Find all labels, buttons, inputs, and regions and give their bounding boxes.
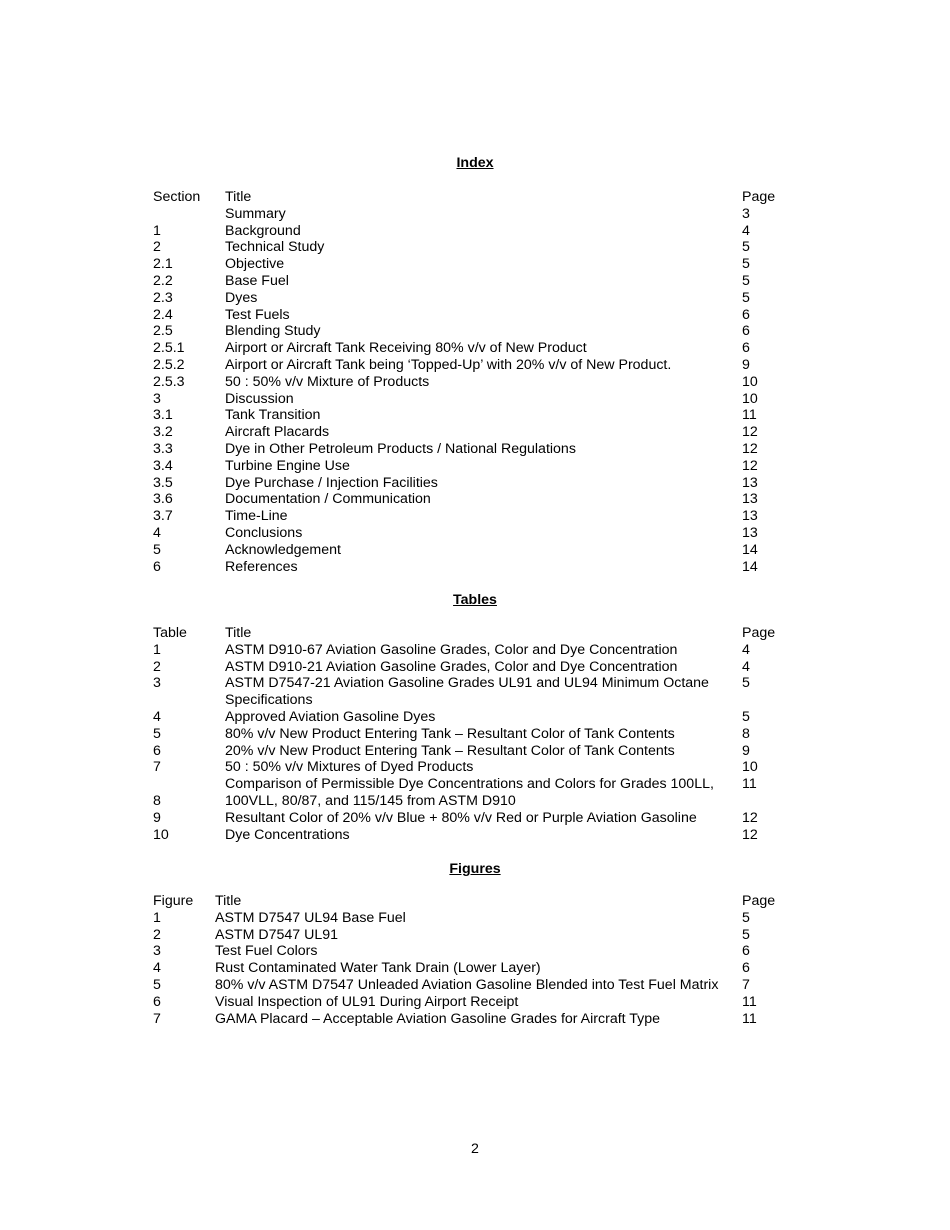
index-row-page: 6 bbox=[742, 340, 750, 357]
index-row-title: 50 : 50% v/v Mixture of Products bbox=[225, 373, 430, 390]
index-row bbox=[153, 307, 803, 324]
figures-list bbox=[153, 893, 803, 1027]
index-row-page: 12 bbox=[742, 440, 758, 457]
table-row-number: 5 bbox=[153, 725, 161, 742]
figure-row-page: 11 bbox=[742, 993, 757, 1010]
index-row-page: 5 bbox=[742, 239, 750, 256]
index-heading: Index bbox=[456, 155, 494, 171]
index-row-title: Test Fuels bbox=[225, 306, 290, 323]
index-row-title: Dye in Other Petroleum Products / National Regulations bbox=[225, 440, 576, 457]
figure-row-number: 5 bbox=[153, 976, 161, 993]
index-row bbox=[153, 223, 803, 240]
table-row-number: 8 bbox=[153, 792, 161, 809]
figure-row-title: Visual Inspection of UL91 During Airport Receipt bbox=[215, 993, 519, 1010]
index-row-title: Airport or Aircraft Tank being ‘Topped-Up’ with 20% v/v of New Product. bbox=[225, 356, 672, 373]
index-row-number: 1 bbox=[153, 222, 161, 239]
table-row-number: 7 bbox=[153, 759, 161, 776]
table-row-title: 50 : 50% v/v Mixtures of Dyed Products bbox=[225, 759, 474, 776]
index-row-title: Time-Line bbox=[225, 508, 288, 525]
figure-row-page: 6 bbox=[742, 960, 750, 977]
index-row bbox=[153, 374, 803, 391]
index-row bbox=[153, 273, 803, 290]
index-row bbox=[153, 407, 803, 424]
index-row-number: 5 bbox=[153, 541, 161, 558]
index-row-title: Turbine Engine Use bbox=[225, 457, 350, 474]
figure-row-number: 2 bbox=[153, 926, 161, 943]
figure-row-number: 3 bbox=[153, 943, 161, 960]
figure-row bbox=[153, 943, 803, 960]
index-row-number: 2.5 bbox=[153, 323, 173, 340]
index-row bbox=[153, 508, 803, 525]
index-row-title: References bbox=[225, 558, 298, 575]
index-row-page: 9 bbox=[742, 356, 750, 373]
figure-row-number: 6 bbox=[153, 993, 161, 1010]
index-col-title: Title bbox=[225, 189, 252, 205]
table-row-number: 1 bbox=[153, 641, 161, 658]
index-row-title: Discussion bbox=[225, 390, 294, 407]
figure-row-number: 1 bbox=[153, 909, 161, 926]
index-row bbox=[153, 357, 803, 374]
index-row bbox=[153, 323, 803, 340]
index-row-page: 5 bbox=[742, 256, 750, 273]
index-col-section: Section bbox=[153, 189, 201, 205]
table-row-title: Approved Aviation Gasoline Dyes bbox=[225, 708, 436, 725]
index-row-page: 12 bbox=[742, 457, 758, 474]
index-row bbox=[153, 290, 803, 307]
figures-col-figure: Figure bbox=[153, 893, 194, 909]
table-row bbox=[153, 759, 803, 776]
index-list bbox=[153, 189, 803, 575]
tables-col-page: Page bbox=[742, 625, 776, 641]
index-row-page: 6 bbox=[742, 306, 750, 323]
index-row-page: 13 bbox=[742, 508, 758, 525]
table-row-page: 5 bbox=[742, 708, 750, 725]
index-row-title: Background bbox=[225, 222, 301, 239]
index-row-title: Aircraft Placards bbox=[225, 424, 330, 441]
table-row bbox=[153, 675, 803, 709]
index-row-number: 3.3 bbox=[153, 440, 173, 457]
table-row-page: 10 bbox=[742, 759, 758, 776]
index-row-number: 3.7 bbox=[153, 508, 173, 525]
index-row-page: 3 bbox=[742, 205, 750, 222]
figure-row-title: ASTM D7547 UL91 bbox=[215, 926, 339, 943]
index-row-page: 14 bbox=[742, 558, 758, 575]
index-row-page: 13 bbox=[742, 491, 758, 508]
index-row-title: Airport or Aircraft Tank Receiving 80% v/v of New Product bbox=[225, 340, 587, 357]
index-row-page: 11 bbox=[742, 407, 757, 424]
table-row-number: 9 bbox=[153, 809, 161, 826]
table-row-title: Comparison of Permissible Dye Concentrations and Colors for Grades 100LL, 100VLL, 80/87, and 115/145 from ASTM D910 bbox=[225, 776, 714, 809]
index-row bbox=[153, 441, 803, 458]
table-row-number: 4 bbox=[153, 708, 161, 725]
index-row-number: 2.1 bbox=[153, 256, 173, 273]
index-row bbox=[153, 458, 803, 475]
index-row-title: Documentation / Communication bbox=[225, 491, 431, 508]
index-row-number: 4 bbox=[153, 524, 161, 541]
index-row-number: 2 bbox=[153, 239, 161, 256]
table-row bbox=[153, 827, 803, 844]
index-row bbox=[153, 475, 803, 492]
table-row-title: ASTM D7547-21 Aviation Gasoline Grades UL91 and UL94 Minimum Octane Specifications bbox=[225, 675, 709, 709]
index-row-page: 5 bbox=[742, 289, 750, 306]
figure-row bbox=[153, 927, 803, 944]
table-row-page: 5 bbox=[742, 675, 750, 692]
tables-heading: Tables bbox=[453, 592, 497, 608]
table-row-number: 6 bbox=[153, 742, 161, 759]
index-row-page: 5 bbox=[742, 272, 750, 289]
table-row bbox=[153, 810, 803, 827]
index-row-number: 2.2 bbox=[153, 272, 173, 289]
index-row bbox=[153, 542, 803, 559]
index-row-number: 2.3 bbox=[153, 289, 173, 306]
index-row-page: 12 bbox=[742, 424, 758, 441]
index-row bbox=[153, 239, 803, 256]
figure-row-page: 11 bbox=[742, 1010, 757, 1027]
table-row-title: 80% v/v New Product Entering Tank – Resultant Color of Tank Contents bbox=[225, 725, 675, 742]
table-row-page: 4 bbox=[742, 658, 750, 675]
tables-header-row bbox=[153, 625, 803, 642]
index-row-page: 13 bbox=[742, 524, 758, 541]
figure-row-title: Rust Contaminated Water Tank Drain (Lower Layer) bbox=[215, 960, 541, 977]
table-row-page: 4 bbox=[742, 641, 750, 658]
index-row-number: 2.5.3 bbox=[153, 373, 185, 390]
index-row-title: Summary bbox=[225, 205, 286, 222]
index-row bbox=[153, 256, 803, 273]
table-row bbox=[153, 642, 803, 659]
page-number: 2 bbox=[471, 1141, 479, 1157]
table-row bbox=[153, 659, 803, 676]
index-row-title: Blending Study bbox=[225, 323, 321, 340]
index-row-number: 3.6 bbox=[153, 491, 173, 508]
figure-row bbox=[153, 960, 803, 977]
table-row-title: 20% v/v New Product Entering Tank – Resultant Color of Tank Contents bbox=[225, 742, 675, 759]
index-col-page: Page bbox=[742, 189, 776, 205]
index-row-title: Tank Transition bbox=[225, 407, 321, 424]
index-row-page: 10 bbox=[742, 373, 758, 390]
tables-col-table: Table bbox=[153, 625, 187, 641]
index-row-number: 3 bbox=[153, 390, 161, 407]
figures-header-row bbox=[153, 893, 803, 910]
table-row-page: 12 bbox=[742, 809, 758, 826]
figure-row-title: Test Fuel Colors bbox=[215, 943, 318, 960]
index-row-title: Base Fuel bbox=[225, 272, 289, 289]
index-row-title: Dyes bbox=[225, 289, 258, 306]
index-row-title: Dye Purchase / Injection Facilities bbox=[225, 474, 438, 491]
figure-row bbox=[153, 910, 803, 927]
index-row bbox=[153, 491, 803, 508]
index-row-number: 2.4 bbox=[153, 306, 173, 323]
index-row-number: 6 bbox=[153, 558, 161, 575]
figure-row-number: 4 bbox=[153, 960, 161, 977]
table-row-number: 3 bbox=[153, 675, 161, 692]
figure-row bbox=[153, 994, 803, 1011]
figures-heading: Figures bbox=[449, 861, 501, 877]
index-row bbox=[153, 206, 803, 223]
index-header-row bbox=[153, 189, 803, 206]
figure-row-title: ASTM D7547 UL94 Base Fuel bbox=[215, 909, 406, 926]
index-row-page: 14 bbox=[742, 541, 758, 558]
table-row-page: 9 bbox=[742, 742, 750, 759]
figure-row bbox=[153, 977, 803, 994]
figure-row-number: 7 bbox=[153, 1010, 161, 1027]
table-row-page: 12 bbox=[742, 826, 758, 843]
figure-row-page: 6 bbox=[742, 943, 750, 960]
figure-row-title: GAMA Placard – Acceptable Aviation Gasoline Grades for Aircraft Type bbox=[215, 1010, 661, 1027]
index-row-number: 3.2 bbox=[153, 424, 173, 441]
figure-row-page: 5 bbox=[742, 909, 750, 926]
index-row-page: 10 bbox=[742, 390, 758, 407]
index-row-title: Conclusions bbox=[225, 524, 303, 541]
index-row-title: Objective bbox=[225, 256, 285, 273]
index-row bbox=[153, 525, 803, 542]
tables-list bbox=[153, 625, 803, 843]
table-row-number: 2 bbox=[153, 658, 161, 675]
table-row-number: 10 bbox=[153, 826, 169, 843]
figure-row bbox=[153, 1011, 803, 1028]
index-row bbox=[153, 340, 803, 357]
table-row-page: 8 bbox=[742, 725, 750, 742]
index-row-number: 3.5 bbox=[153, 474, 173, 491]
tables-col-title: Title bbox=[225, 625, 252, 641]
table-row bbox=[153, 776, 803, 810]
table-row-page: 11 bbox=[742, 776, 757, 793]
figures-col-title: Title bbox=[215, 893, 242, 909]
table-row-title: Resultant Color of 20% v/v Blue + 80% v/v Red or Purple Aviation Gasoline bbox=[225, 809, 697, 826]
table-row-title: ASTM D910-21 Aviation Gasoline Grades, Color and Dye Concentration bbox=[225, 658, 678, 675]
table-row-title: Dye Concentrations bbox=[225, 826, 350, 843]
figure-row-page: 5 bbox=[742, 926, 750, 943]
figures-col-page: Page bbox=[742, 893, 776, 909]
index-row-number bbox=[153, 206, 225, 223]
figure-row-title: 80% v/v ASTM D7547 Unleaded Aviation Gasoline Blended into Test Fuel Matrix bbox=[215, 976, 719, 993]
index-row bbox=[153, 424, 803, 441]
table-row bbox=[153, 743, 803, 760]
index-row-page: 13 bbox=[742, 474, 758, 491]
table-row-title: ASTM D910-67 Aviation Gasoline Grades, Color and Dye Concentration bbox=[225, 641, 678, 658]
index-row-number: 3.4 bbox=[153, 457, 173, 474]
index-row-title: Technical Study bbox=[225, 239, 325, 256]
index-row-number: 2.5.2 bbox=[153, 356, 185, 373]
figure-row-page: 7 bbox=[742, 976, 750, 993]
index-row-number: 3.1 bbox=[153, 407, 173, 424]
index-row bbox=[153, 391, 803, 408]
index-row-number: 2.5.1 bbox=[153, 340, 185, 357]
table-row bbox=[153, 726, 803, 743]
index-row-page: 6 bbox=[742, 323, 750, 340]
index-row-title: Acknowledgement bbox=[225, 541, 341, 558]
table-row bbox=[153, 709, 803, 726]
index-row-page: 4 bbox=[742, 222, 750, 239]
index-row bbox=[153, 559, 803, 576]
